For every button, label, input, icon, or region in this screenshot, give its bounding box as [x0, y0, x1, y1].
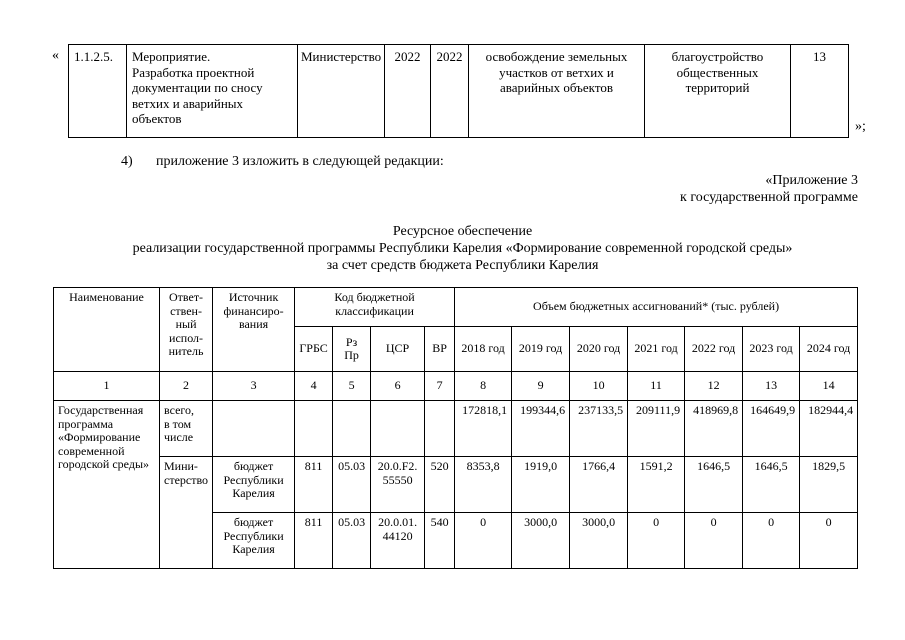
grbs-cell: 811	[295, 457, 333, 513]
total-label: всего, в том числе	[160, 401, 213, 457]
funding-source: бюджет Республики Карелия	[213, 457, 295, 513]
value-cell: 0	[800, 513, 858, 569]
rzpr-cell: 05.03	[333, 457, 371, 513]
value-cell: 0	[685, 513, 743, 569]
value-cell: 182944,4	[800, 401, 858, 457]
column-number: 1	[54, 372, 160, 401]
header-name: Наименование	[54, 288, 160, 372]
title-line-2: реализации государственной программы Республики Карелия «Формирование современной городской среды»	[132, 241, 793, 256]
column-number: 2	[160, 372, 213, 401]
appendix-heading	[680, 172, 858, 206]
column-number-row	[54, 372, 858, 401]
measure-table	[68, 44, 849, 138]
header-vr: ВР	[425, 327, 455, 372]
empty-cell	[333, 401, 371, 457]
appendix-line-1: «Приложение 3	[765, 173, 858, 188]
header-csr: ЦСР	[371, 327, 425, 372]
measure-number: 1.1.2.5.	[69, 45, 127, 138]
table-row	[54, 401, 858, 457]
empty-cell	[295, 401, 333, 457]
value-cell: 237133,5	[570, 401, 628, 457]
column-number: 12	[685, 372, 743, 401]
value-cell: 1766,4	[570, 457, 628, 513]
header-year: 2019 год	[512, 327, 570, 372]
column-number: 11	[628, 372, 685, 401]
column-number: 10	[570, 372, 628, 401]
header-year: 2024 год	[800, 327, 858, 372]
header-executor: Ответ- ствен- ный испол- нитель	[160, 288, 213, 372]
empty-cell	[371, 401, 425, 457]
csr-cell: 20.0.01. 44120	[371, 513, 425, 569]
value-cell: 3000,0	[512, 513, 570, 569]
closing-quote: »;	[855, 119, 866, 134]
value-cell: 0	[455, 513, 512, 569]
title-line-1: Ресурсное обеспечение	[392, 224, 533, 239]
document-title	[0, 223, 905, 274]
value-cell: 164649,9	[743, 401, 800, 457]
value-cell: 3000,0	[570, 513, 628, 569]
value-cell: 1829,5	[800, 457, 858, 513]
value-cell: 1646,5	[743, 457, 800, 513]
header-source: Источник финансиро- вания	[213, 288, 295, 372]
column-number: 5	[333, 372, 371, 401]
measure-year-end: 2022	[431, 45, 469, 138]
value-cell: 0	[628, 513, 685, 569]
measure-name: Мероприятие. Разработка проектной документации по сносу ветхих и аварийных объектов	[127, 45, 298, 138]
column-number: 8	[455, 372, 512, 401]
appendix-line-2: к государственной программе	[680, 190, 858, 205]
value-cell: 1591,2	[628, 457, 685, 513]
measure-result: освобождение земельных участков от ветхих и аварийных объектов	[469, 45, 645, 138]
column-number: 9	[512, 372, 570, 401]
vr-cell: 540	[425, 513, 455, 569]
column-number: 13	[743, 372, 800, 401]
value-cell: 1919,0	[512, 457, 570, 513]
value-cell: 0	[743, 513, 800, 569]
header-rzpr: Рз Пр	[333, 327, 371, 372]
column-number: 7	[425, 372, 455, 401]
program-name: Государственная программа «Формирование современной городской среды»	[54, 401, 160, 569]
value-cell: 172818,1	[455, 401, 512, 457]
item-text: приложение 3 изложить в следующей редакции:	[156, 154, 444, 169]
header-year: 2023 год	[743, 327, 800, 372]
empty-cell	[213, 401, 295, 457]
header-year: 2022 год	[685, 327, 743, 372]
column-number: 14	[800, 372, 858, 401]
header-grbs: ГРБС	[295, 327, 333, 372]
value-cell: 1646,5	[685, 457, 743, 513]
header-year: 2021 год	[628, 327, 685, 372]
column-number: 3	[213, 372, 295, 401]
rzpr-cell: 05.03	[333, 513, 371, 569]
column-number: 4	[295, 372, 333, 401]
empty-cell	[425, 401, 455, 457]
column-number: 6	[371, 372, 425, 401]
measure-year-start: 2022	[385, 45, 431, 138]
table-row	[54, 457, 858, 513]
header-budget-code: Код бюджетной классификации	[295, 288, 455, 327]
opening-quote: «	[52, 48, 59, 63]
grbs-cell: 811	[295, 513, 333, 569]
value-cell: 209111,9	[628, 401, 685, 457]
vr-cell: 520	[425, 457, 455, 513]
item-number: 4)	[121, 154, 133, 169]
measure-row	[69, 45, 849, 138]
measure-indicator: 13	[791, 45, 849, 138]
value-cell: 418969,8	[685, 401, 743, 457]
ministry-label: Мини- стерство	[160, 457, 213, 569]
value-cell: 199344,6	[512, 401, 570, 457]
header-year: 2020 год	[570, 327, 628, 372]
funding-source: бюджет Республики Карелия	[213, 513, 295, 569]
measure-executor: Министерство	[298, 45, 385, 138]
title-line-3: за счет средств бюджета Республики Карелия	[326, 258, 599, 273]
header-year: 2018 год	[455, 327, 512, 372]
resource-table	[53, 287, 858, 569]
value-cell: 8353,8	[455, 457, 512, 513]
header-volume: Объем бюджетных ассигнований* (тыс. рублей)	[455, 288, 858, 327]
measure-goal: благоустройство общественных территорий	[645, 45, 791, 138]
csr-cell: 20.0.F2. 55550	[371, 457, 425, 513]
